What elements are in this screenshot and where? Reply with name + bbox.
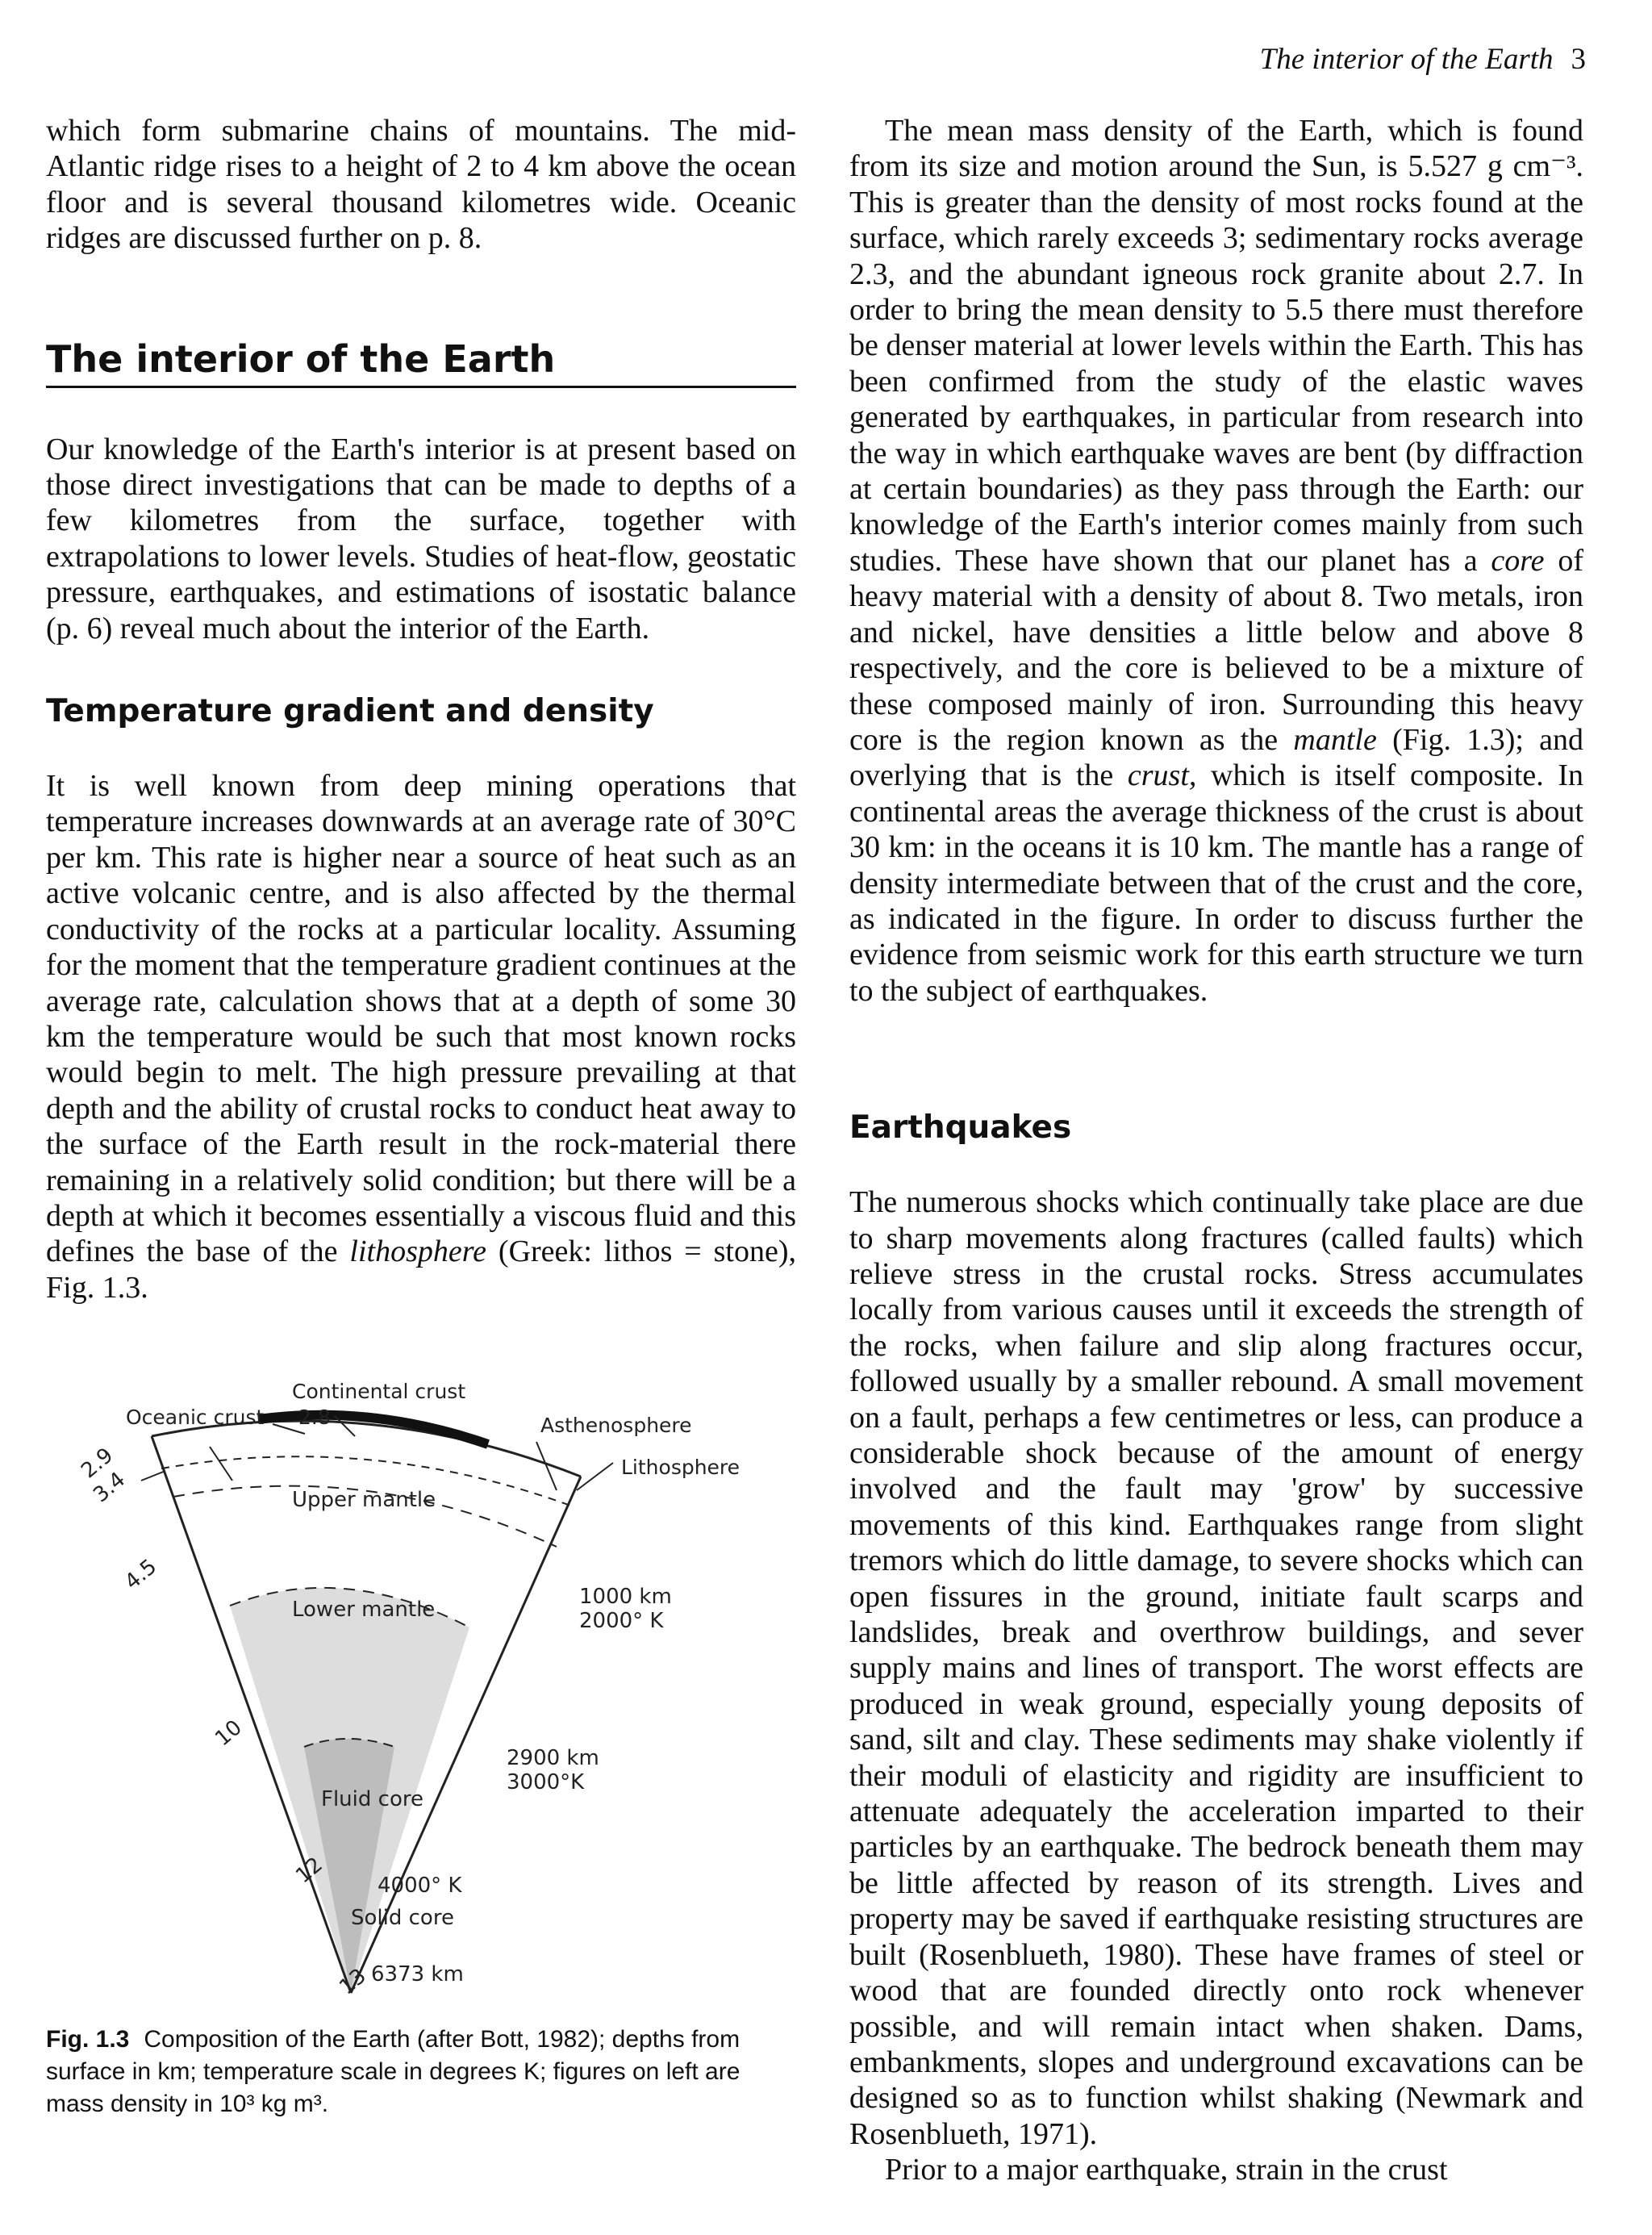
caption-label: Fig. 1.3 — [46, 2026, 130, 2053]
label-upper-mantle: Upper mantle — [292, 1488, 436, 1512]
mantle-term: mantle — [1293, 722, 1377, 757]
final-paragraph: Prior to a major earthquake, strain in the crust — [885, 2153, 1448, 2187]
label-lower-mantle: Lower mantle — [292, 1598, 436, 1622]
density-13: 13 — [335, 1964, 371, 2000]
lithosphere-term: lithosphere — [349, 1234, 486, 1269]
label-depth-1000: 1000 km — [579, 1585, 672, 1609]
label-asthenosphere: Asthenosphere — [540, 1414, 692, 1437]
earth-structure-figure — [77, 1380, 791, 2045]
interior-paragraph: Our knowledge of the Earth's interior is at present based on those direct investigations that can be made to depths of a few kilometres from the surface, together with extrapolations to lower levels. Studies of heat-flow, geostatic pressure, earthquakes, and estimations of isostatic balance (p. 6) reveal much about the interior of the Earth. — [46, 432, 796, 645]
density-2-9: 2.9 — [77, 1443, 119, 1484]
label-temp-4000: 4000° K — [378, 1874, 462, 1898]
section-heading: The interior of the Earth — [46, 337, 796, 388]
density-text-1: The mean mass density of the Earth, which is found from its size and motion around the Sun, is 5.527 g cm⁻³. This is greater than the density of most rocks found at the surface, which rarely exceeds 3; sedimentary rocks average 2.3, and the abundant igneous rock granite about 2.7. In order to bring the mean density to 5.5 there must therefore be denser material at lower levels within the Earth. This has been confirmed from the study of the elastic waves generated by earthquakes, in particular from research into the way in which earthquake waves are bent (by diffraction at certain boundaries) as they pass through the Earth: our knowledge of the Earth's interior comes mainly from such studies. These have shown that our planet has a — [849, 114, 1583, 578]
density-10: 10 — [211, 1715, 247, 1752]
density-paragraph — [849, 113, 1583, 1009]
label-continental-crust: Continental crust — [292, 1380, 466, 1403]
earthquakes-heading: Earthquakes — [849, 1109, 1072, 1147]
label-continental-density: 2.8 — [298, 1406, 331, 1429]
density-12: 12 — [291, 1853, 327, 1889]
core-term: core — [1491, 543, 1545, 578]
temperature-text: It is well known from deep mining operations that temperature increases downwards at an average rate of 30°C per km. This rate is higher near a source of heat such as an active volcanic centre, and is also affected by the thermal conductivity of the rocks at a particular locality. Assuming for the moment that the temperature gradient continues at the average rate, calculation shows that at a depth of some 30 km the temperature would be such that most known rocks would begin to melt. The high pressure prevailing at that depth and the ability of crustal rocks to conduct heat away to the surface of the Earth result in the rock-material there remaining in a relatively solid condition; but there will be a depth at which it becomes essentially a viscous fluid and this defines the base of the — [46, 769, 796, 1269]
earth-structure-diagram — [77, 1380, 791, 2045]
subheading-temperature: Temperature gradient and density — [46, 693, 654, 730]
temperature-text-end: (Greek: lithos = stone), Fig. 1.3. — [46, 1234, 797, 1305]
label-solid-core: Solid core — [351, 1906, 454, 1930]
density-text-2: of heavy material with a density of about 8. Two metals, iron and nickel, have densities a little below and above 8 respectively, and the core is believed to be a mixture of these composed mainly of iron. Surrounding this heavy core is the region known as the — [849, 543, 1584, 757]
running-head-title: The interior of the Earth — [1259, 43, 1554, 76]
page-number: 3 — [1571, 43, 1586, 76]
label-lithosphere: Lithosphere — [621, 1456, 740, 1479]
intro-paragraph: which form submarine chains of mountains. The mid-Atlantic ridge rises to a height of 2 to 4 km above the ocean floor and is several thousand kilometres wide. Oceanic ridges are discussed further on p. 8. — [46, 114, 796, 256]
density-text-4: which is itself composite. In continental areas the average thickness of the crust is about 30 km: in the oceans it is 10 km. The mantle has a range of density intermediate between that of the crust and the core, as indicated in the figure. In order to discuss further the evidence from seismic work for this earth structure we turn to the subject of earthquakes. — [849, 758, 1584, 1008]
earthquakes-paragraph: The numerous shocks which continually take place are due to sharp movements along fractures (called faults) which relieve stress in the crustal rocks. Stress accumulates locally from various causes until it exceeds the strength of the rocks, when failure and slip along fractures occur, followed usually by a smaller rebound. A small movement on a fault, perhaps a few centimetres or less, can produce a considerable shock because of the amount of energy involved and the fault may 'grow' by successive movements of this kind. Earthquakes range from slight tremors which do little damage, to severe shocks which can open fissures in the ground, initiate fault scarps and landslides, break and overthrow buildings, and sever supply mains and lines of transport. The worst effects are produced in weak ground, especially young deposits of sand, silt and clay. These sediments may shake violently if their moduli of elasticity and rigidity are insufficient to attenuate adequately the acceleration imparted to their particles by an earthquake. The bedrock beneath them may be little affected by reason of its strength. Lives and property may be saved if earthquake resisting structures are built (Rosenblueth, 1980). These have frames of steel or wood that are founded directly onto rock whenever possible, and will remain intact when shaken. Dams, embankments, slopes and underground excavations can be designed so as to function whilst shaking (Newmark and Rosenblueth, 1971). — [849, 1185, 1583, 2151]
label-depth-6373: 6373 km — [371, 1962, 464, 1986]
density-3-4: 3.4 — [89, 1467, 131, 1508]
temperature-paragraph — [46, 768, 796, 1305]
crust-term: crust, — [1127, 758, 1197, 793]
label-depth-2900: 2900 km — [507, 1746, 599, 1770]
figure-caption — [46, 2024, 796, 2120]
label-temp-3000: 3000°K — [507, 1770, 585, 1794]
density-text-3: (Fig. 1.3); and overlying that is the — [849, 722, 1584, 793]
label-temp-2000: 2000° K — [579, 1609, 664, 1633]
right-column — [849, 113, 1583, 2188]
left-column — [46, 113, 796, 1305]
label-fluid-core: Fluid core — [321, 1787, 423, 1811]
label-oceanic-crust: Oceanic crust — [126, 1406, 265, 1429]
density-4-5: 4.5 — [120, 1554, 162, 1595]
running-head — [1260, 42, 1586, 77]
caption-text: Composition of the Earth (after Bott, 1982); depths from surface in km; temperature scale in degrees K; figures on left are mass density in 10³ kg m³. — [46, 2026, 740, 2117]
